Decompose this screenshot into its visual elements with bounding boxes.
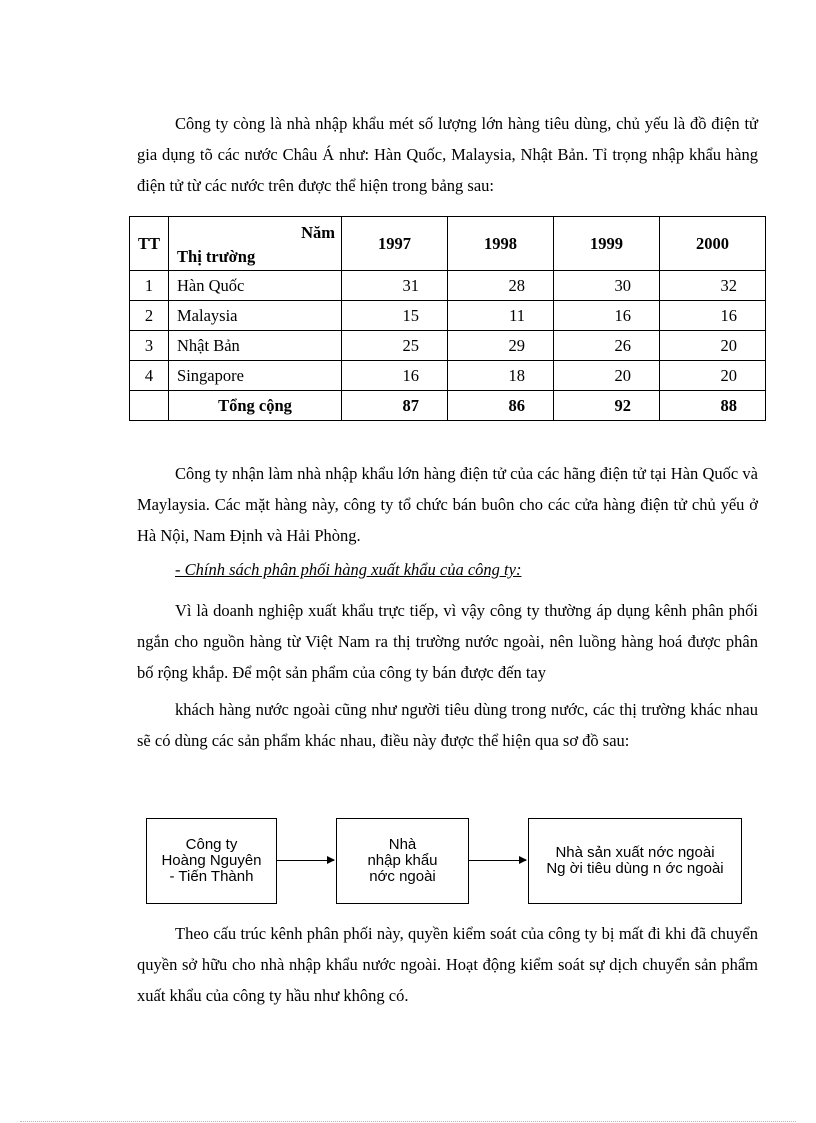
row-index: 3 — [130, 331, 169, 361]
row-value: 30 — [553, 271, 659, 301]
row-market: Malaysia — [169, 301, 342, 331]
control-paragraph: Theo cấu trúc kênh phân phối này, quyền kiểm soát của công ty bị mất đi khi đã chuyển quyền sở hữu cho nhà nhập khẩu nước ngoài. Hoạt động kiểm soát sự dịch chuyển sản phẩm xuất khẩu của công ty hầu như không có. — [137, 924, 758, 1005]
diagram-box-importer — [336, 818, 469, 904]
table-total-row — [130, 391, 766, 421]
row-value: 31 — [342, 271, 448, 301]
row-value: 29 — [448, 331, 554, 361]
row-value: 20 — [659, 331, 765, 361]
row-value: 26 — [553, 331, 659, 361]
distribution-paragraph: Vì là doanh nghiệp xuất khẩu trực tiếp, vì vậy công ty thường áp dụng kênh phân phối ngắn cho nguồn hàng từ Việt Nam ra thị trường nước ngoài, nên luồng hàng hoá được phân bố rộng khắp. Để một sản phẩm của công ty bán được đến tay — [137, 601, 758, 682]
row-market: Hàn Quốc — [169, 271, 342, 301]
total-value: 86 — [448, 391, 554, 421]
header-tt: TT — [130, 217, 169, 271]
diagram-box-consumer — [528, 818, 742, 904]
total-label: Tổng cộng — [169, 391, 342, 421]
row-value: 16 — [659, 301, 765, 331]
diagram-arrow-right — [277, 860, 334, 861]
import-share-table — [129, 216, 766, 421]
header-year: 2000 — [659, 217, 765, 271]
diagram-text: Nhà sản xuất nớc ngoài — [555, 844, 715, 861]
diagram-text: Công ty — [185, 836, 238, 853]
row-value: 32 — [659, 271, 765, 301]
header-diagonal-cell — [169, 217, 342, 271]
diagram-text: nhập khẩu — [367, 852, 438, 869]
diagram-text: Ng ời tiêu dùng n ớc ngoài — [546, 860, 724, 877]
row-value: 16 — [553, 301, 659, 331]
diagram-text: Hoàng Nguyên — [161, 852, 262, 869]
table-row — [130, 271, 766, 301]
header-year: 1998 — [448, 217, 554, 271]
header-year: 1999 — [553, 217, 659, 271]
row-value: 28 — [448, 271, 554, 301]
row-index: 2 — [130, 301, 169, 331]
header-year-label: Năm — [301, 223, 336, 242]
diagram-text: Nhà — [388, 836, 417, 853]
total-value: 87 — [342, 391, 448, 421]
row-market: Nhật Bản — [169, 331, 342, 361]
page-bottom-rule — [20, 1121, 796, 1122]
total-value: 92 — [553, 391, 659, 421]
row-index: 1 — [130, 271, 169, 301]
table-header-row — [130, 217, 766, 271]
distribution-paragraph-continued: khách hàng nước ngoài cũng như người tiêu dùng trong nước, các thị trường khác nhau sẽ có dùng các sản phẩm khác nhau, điều này được thể hiện qua sơ đồ sau: — [137, 700, 758, 750]
row-value: 18 — [448, 361, 554, 391]
row-value: 25 — [342, 331, 448, 361]
row-value: 16 — [342, 361, 448, 391]
diagram-arrow-right — [469, 860, 526, 861]
row-value: 20 — [659, 361, 765, 391]
row-market: Singapore — [169, 361, 342, 391]
total-value: 88 — [659, 391, 765, 421]
total-index-empty — [130, 391, 169, 421]
header-market-label: Thị trường — [177, 247, 256, 266]
header-year: 1997 — [342, 217, 448, 271]
row-value: 15 — [342, 301, 448, 331]
section-heading: - Chính sách phân phối hàng xuất khẩu của công ty: — [175, 560, 522, 579]
table-row — [130, 301, 766, 331]
intro-paragraph: Công ty còng là nhà nhập khẩu mét số lượng lớn hàng tiêu dùng, chủ yếu là đồ điện tử gia dụng tõ các nước Châu Á như: Hàn Quốc, Malaysia, Nhật Bản. Tỉ trọng nhập khẩu hàng điện tử từ các nước trên được thể hiện trong bảng sau: — [137, 114, 758, 195]
row-index: 4 — [130, 361, 169, 391]
import-paragraph: Công ty nhận làm nhà nhập khẩu lớn hàng điện tử của các hãng điện tử tại Hàn Quốc và Maylaysia. Các mặt hàng này, công ty tổ chức bán buôn cho các cửa hàng điện tử chủ yếu ở Hà Nội, Nam Định và Hải Phòng. — [137, 464, 758, 545]
table-row — [130, 331, 766, 361]
row-value: 11 — [448, 301, 554, 331]
diagram-text: nớc ngoài — [369, 868, 436, 885]
diagram-text: - Tiến Thành — [169, 868, 254, 885]
table-row — [130, 361, 766, 391]
row-value: 20 — [553, 361, 659, 391]
diagram-box-company — [146, 818, 277, 904]
